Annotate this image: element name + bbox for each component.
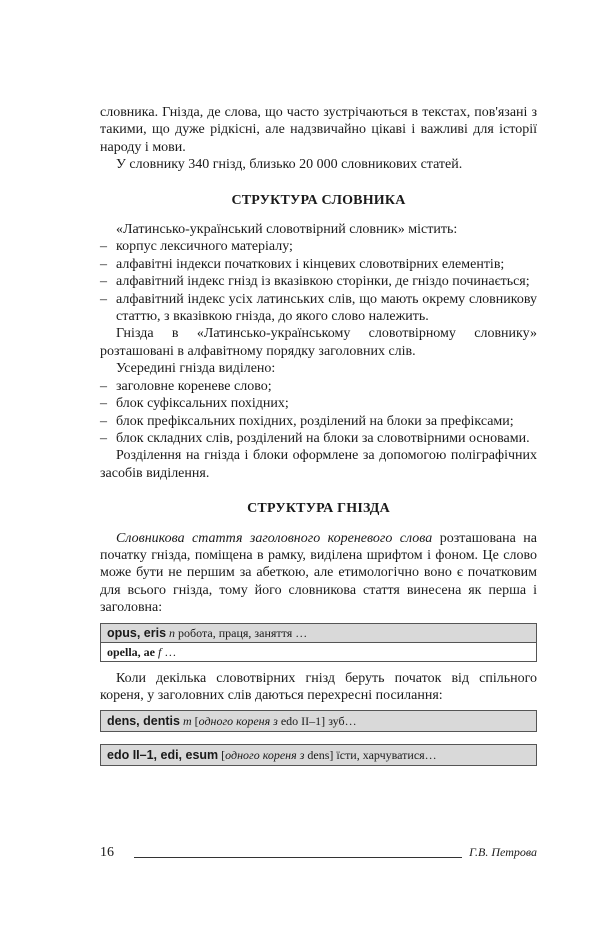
- section-heading-nest-structure: СТРУКТУРА ГНІЗДА: [247, 501, 390, 517]
- example-box-edo: [100, 744, 537, 766]
- contents-lead: «Латинсько-український словотвірний словник» містить:: [116, 222, 458, 238]
- section-heading-dictionary-structure: СТРУКТУРА СЛОВНИКА: [231, 192, 406, 208]
- example-row-opella: opella, ae f …: [101, 642, 536, 661]
- list-item: – блок суфіксальних похідних;: [100, 396, 289, 412]
- footer-rule: [134, 857, 462, 858]
- example-box-opus: [100, 623, 537, 662]
- inside-lead: Усередині гнізда виділено:: [116, 361, 276, 377]
- example-row-dens: dens, dentis m [одного кореня з edo II–1] зуб…: [101, 711, 536, 731]
- contents-list: [100, 238, 537, 325]
- headword-term: Словникова стаття заголовного кореневого слова: [116, 530, 433, 546]
- list-item: – алфавітний індекс усіх латинських слів, що мають окрему словникову статтю, з вказівкою гнізда, до якого слово належить.: [100, 291, 537, 325]
- crossref-paragraph: Коли декілька словотвірних гнізд беруть початок від спільного кореня, у заголовних слів даються перехресні посилання:: [100, 670, 537, 703]
- intro-stats: У словнику 340 гнізд, близько 20 000 словникових статей.: [116, 157, 463, 173]
- running-author: Г.В. Петрова: [469, 845, 537, 859]
- headword-paragraph: Словникова стаття заголовного кореневого слова розташована на початку гнізда, поміщена в рамку, виділена шрифтом і фоном. Це слово може бути не першим за абеткою, але етимологічно воно є початковим для всього гнізда, тому його словникова стаття винесена як перша і заголовна:: [100, 530, 537, 616]
- list-item: – алфавітні індекси початкових і кінцевих словотвірних елементів;: [100, 256, 505, 272]
- list-item: – корпус лексичного матеріалу;: [100, 239, 293, 255]
- example-box-dens: [100, 710, 537, 732]
- list-item: – блок складних слів, розділений на блоки за словотвірними основами.: [100, 430, 530, 446]
- list-item: – блок префіксальних похідних, розділений на блоки за префіксами;: [100, 413, 514, 429]
- page-footer: [100, 843, 537, 863]
- page-number: 16: [100, 845, 114, 860]
- nest-parts-list: [100, 378, 537, 448]
- example-row-edo: edo II–1, edi, esum [одного кореня з dens] їсти, харчуватися…: [101, 745, 536, 765]
- list-item: – заголовне кореневе слово;: [100, 378, 272, 394]
- split-paragraph: Розділення на гнізда і блоки оформлене за допомогою поліграфічних засобів виділення.: [100, 448, 537, 481]
- nests-paragraph: Гнізда в «Латинсько-українському словотвірному словнику» розташовані в алфавітному порядку заголовних слів.: [100, 326, 537, 359]
- page-body: [100, 104, 537, 774]
- list-item: – алфавітний індекс гнізд із вказівкою сторінки, де гніздо починається;: [100, 274, 530, 290]
- intro-paragraph: словника. Гнізда, де слова, що часто зустрічаються в текстах, пов'язані з такими, що дуже рідкісні, але надзвичайно цікаві і важливі для історії народу і мови.: [100, 105, 537, 155]
- example-row-opus: opus, eris n робота, праця, заняття …: [101, 624, 536, 642]
